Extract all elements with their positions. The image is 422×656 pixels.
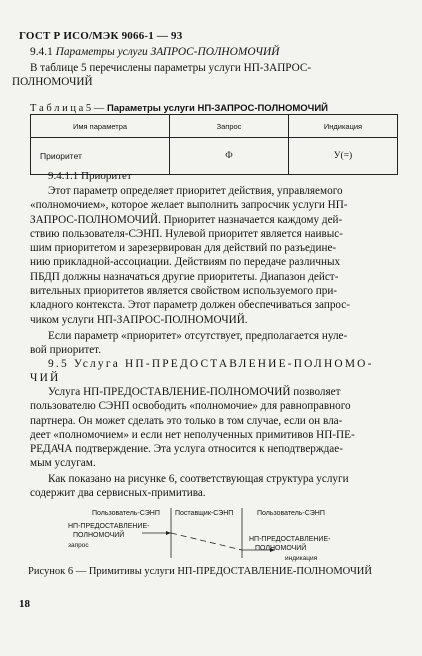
table-row <box>31 138 398 175</box>
table-header-cell: Имя параметра <box>31 115 170 138</box>
figure-right-primitive-2: ПОЛНОМОЧИЙ <box>255 545 307 552</box>
text-line: пользователю СЭНП освободить «полномочие» для равноправного <box>30 400 351 413</box>
paragraph-priority <box>30 184 394 327</box>
table-caption <box>30 103 328 114</box>
text-line: вой приоритет. <box>30 344 102 357</box>
figure-col-right-label: Пользователь-СЭНП <box>257 510 325 517</box>
paragraph-table-intro <box>12 61 394 90</box>
text-line: содержит два сервисных-примитива. <box>30 487 206 500</box>
text-line: ствию пользователя-СЭНП. Нулевой приоритет является наивыс- <box>30 227 343 240</box>
table-caption-title: Параметры услуги НП-ЗАПРОС-ПОЛНОМОЧИЙ <box>106 103 329 114</box>
text-line: шим приоритетом и зарезервирован для действий по разъедине- <box>30 242 337 255</box>
section-9-4-1-heading <box>30 46 279 58</box>
table-header-cell: Запрос <box>170 115 289 138</box>
text-line: РЕДАЧА подтверждение. Эта услуга относится к неподтверждае- <box>30 443 343 456</box>
table-header-row <box>31 115 398 138</box>
page-number: 18 <box>19 598 30 610</box>
text-line: вительных приоритетов является свойством используемого при- <box>30 285 338 298</box>
section-9-5-heading-cont: ЧИЙ <box>30 372 61 384</box>
table-cell: Ф <box>170 138 289 175</box>
table-caption-label: Т а б л и ц а 5 — <box>30 103 105 114</box>
text-line: Как показано на рисунке 6, соответствующая структура услуги <box>48 473 349 485</box>
text-line: ПОЛНОМОЧИЙ <box>12 76 93 89</box>
figure-caption: Рисунок 6 — Примитивы услуги НП-ПРЕДОСТАВЛЕНИЕ-ПОЛНОМОЧИЙ <box>28 566 372 577</box>
text-line: «полномочием», которое желает выполнить запросчик услуги НП- <box>30 199 348 212</box>
text-line: 9.5 Услуга НП-ПРЕДОСТАВЛЕНИЕ-ПОЛНОМО- <box>48 358 374 370</box>
paragraph-absent-priority <box>30 329 394 358</box>
request-arrowhead <box>166 531 171 535</box>
text-line: деет «полномочием» и если нет неполученных примитивов НП-ПЕ- <box>30 428 355 441</box>
text-line: кладного контекста. Этот параметр должен обеспечиваться запрос- <box>30 299 350 312</box>
figure-left-primitive-2: ПОЛНОМОЧИЙ <box>73 532 125 539</box>
provider-path-dashed <box>171 533 242 550</box>
figure-left-primitive-1: НП-ПРЕДОСТАВЛЕНИЕ- <box>68 523 150 530</box>
text-line: ПБДП должны назначаться другие приоритеты. Диапазон дейст- <box>30 270 339 283</box>
figure-col-mid-label: Поставщик-СЭНП <box>175 510 234 517</box>
text-line: мым услугам. <box>30 457 96 470</box>
subsection-9-4-1-1-heading: 9.4.1.1 Приоритет <box>48 170 132 182</box>
figure-right-type: индикация <box>285 555 318 562</box>
document-header: ГОСТ Р ИСО/МЭК 9066-1 — 93 <box>19 30 183 42</box>
table-cell: Приоритет <box>31 138 170 175</box>
figure-left-type: запрос <box>68 542 89 549</box>
text-line: партнера. Он может сделать это только в том случае, если он вла- <box>30 414 343 427</box>
section-title: Параметры услуги ЗАПРОС-ПОЛНОМОЧИЙ <box>55 46 280 58</box>
table-cell: У(=) <box>289 138 398 175</box>
parameters-table <box>30 114 398 175</box>
section-9-5-heading <box>48 358 374 370</box>
text-line: ЗАПРОС-ПОЛНОМОЧИЙ. Приоритет назначается каждому дей- <box>30 213 343 226</box>
text-line: В таблице 5 перечислены параметры услуги НП-ЗАПРОС- <box>30 62 312 74</box>
text-line: нию прикладной-ассоциации. Действиям по передаче различных <box>30 256 341 269</box>
text-line: Если параметр «приоритет» отсутствует, предполагается нуле- <box>48 330 348 342</box>
table-header-cell: Индикация <box>289 115 398 138</box>
section-number: 9.4.1 <box>30 46 53 58</box>
text-line: Этот параметр определяет приоритет действия, управляемого <box>48 185 343 197</box>
text-line: чиком услуги НП-ЗАПРОС-ПОЛНОМОЧИЙ. <box>30 313 248 326</box>
text-line: Услуга НП-ПРЕДОСТАВЛЕНИЕ-ПОЛНОМОЧИЙ позволяет <box>48 386 341 398</box>
paragraph-service <box>30 385 394 471</box>
figure-right-primitive-1: НП-ПРЕДОСТАВЛЕНИЕ- <box>249 536 331 543</box>
paragraph-figure-ref <box>30 472 394 501</box>
figure-col-left-label: Пользователь-СЭНП <box>92 510 160 517</box>
